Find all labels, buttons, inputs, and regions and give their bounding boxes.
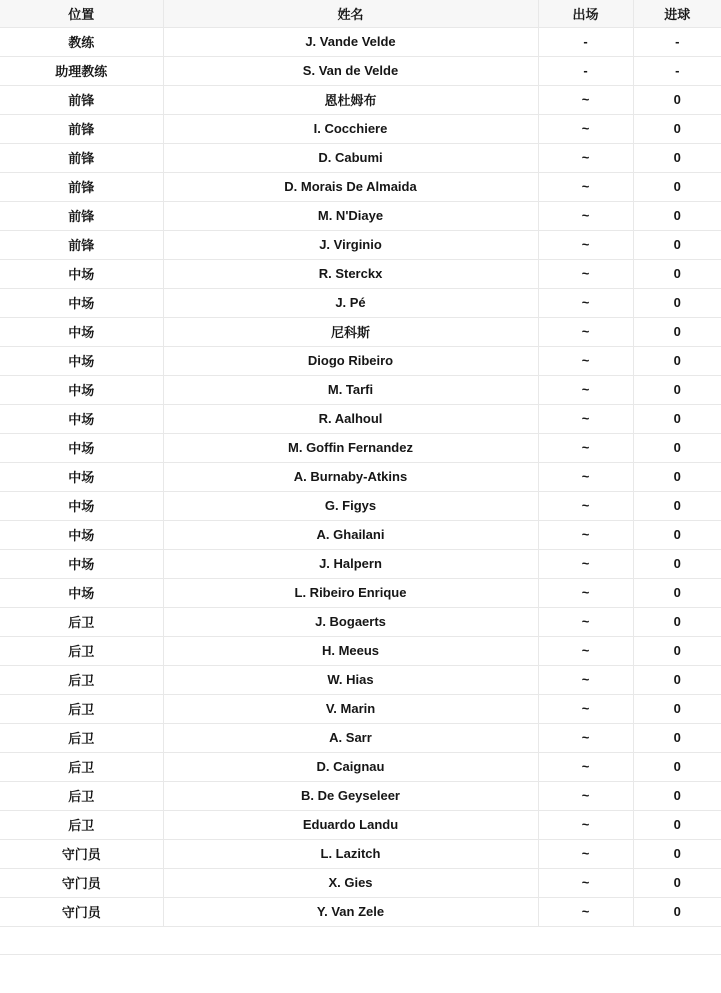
cell-goals: 0 [633,317,721,346]
cell-goals: 0 [633,230,721,259]
cell-position: 前锋 [0,143,163,172]
cell-position: 中场 [0,549,163,578]
cell-name: 恩杜姆布 [163,85,538,114]
table-row [0,723,721,752]
table-row [0,868,721,897]
cell-name: J. Pé [163,288,538,317]
cell-appearances: ~ [538,143,633,172]
cell-name: M. Tarfi [163,375,538,404]
cell-appearances: ~ [538,172,633,201]
cell-name: Y. Van Zele [163,897,538,926]
column-header-position: 位置 [0,0,163,27]
table-row [0,491,721,520]
table-row [0,578,721,607]
cell-position: 后卫 [0,694,163,723]
cell-name: D. Morais De Almaida [163,172,538,201]
cell-position: 前锋 [0,114,163,143]
cell-goals: - [633,56,721,85]
cell-appearances: ~ [538,549,633,578]
table-row [0,346,721,375]
cell-goals: 0 [633,868,721,897]
cell-name: R. Aalhoul [163,404,538,433]
cell-appearances: ~ [538,375,633,404]
cell-name: G. Figys [163,491,538,520]
cell-goals: 0 [633,694,721,723]
cell-name: J. Virginio [163,230,538,259]
cell-appearances: ~ [538,259,633,288]
cell-goals: 0 [633,346,721,375]
table-row [0,404,721,433]
cell-position: 守门员 [0,897,163,926]
cell-appearances: ~ [538,404,633,433]
cell-appearances: ~ [538,201,633,230]
cell-goals: 0 [633,723,721,752]
cell-goals: 0 [633,578,721,607]
cell-goals: 0 [633,549,721,578]
cell-position: 中场 [0,491,163,520]
cell-appearances: ~ [538,781,633,810]
cell-name: W. Hias [163,665,538,694]
cell-name: 尼科斯 [163,317,538,346]
table-row [0,810,721,839]
cell-position: 守门员 [0,868,163,897]
cell-name: R. Sterckx [163,259,538,288]
cell-appearances: ~ [538,85,633,114]
cell-appearances: - [538,27,633,56]
cell-appearances: ~ [538,491,633,520]
cell-goals: 0 [633,810,721,839]
table-footer-spacer [0,927,721,955]
column-header-goals: 进球 [633,0,721,27]
cell-name: A. Ghailani [163,520,538,549]
table-row [0,143,721,172]
cell-position: 中场 [0,346,163,375]
cell-position: 前锋 [0,201,163,230]
cell-position: 助理教练 [0,56,163,85]
cell-goals: 0 [633,665,721,694]
table-row [0,462,721,491]
squad-table-body [0,27,721,926]
cell-appearances: ~ [538,694,633,723]
cell-position: 后卫 [0,810,163,839]
table-row [0,897,721,926]
cell-appearances: ~ [538,520,633,549]
cell-name: J. Halpern [163,549,538,578]
cell-position: 中场 [0,578,163,607]
cell-appearances: ~ [538,114,633,143]
cell-name: L. Lazitch [163,839,538,868]
cell-position: 中场 [0,317,163,346]
table-row [0,433,721,462]
cell-name: S. Van de Velde [163,56,538,85]
cell-name: D. Cabumi [163,143,538,172]
cell-name: M. Goffin Fernandez [163,433,538,462]
cell-appearances: ~ [538,810,633,839]
cell-goals: 0 [633,433,721,462]
cell-appearances: ~ [538,607,633,636]
cell-name: I. Cocchiere [163,114,538,143]
cell-name: L. Ribeiro Enrique [163,578,538,607]
cell-position: 中场 [0,288,163,317]
cell-goals: 0 [633,172,721,201]
table-row [0,172,721,201]
column-header-appearances: 出场 [538,0,633,27]
table-row [0,85,721,114]
cell-name: D. Caignau [163,752,538,781]
cell-goals: 0 [633,897,721,926]
cell-position: 后卫 [0,752,163,781]
table-row [0,259,721,288]
cell-appearances: ~ [538,317,633,346]
table-header-row [0,0,721,27]
table-row [0,752,721,781]
cell-appearances: - [538,56,633,85]
cell-position: 前锋 [0,230,163,259]
cell-goals: 0 [633,491,721,520]
cell-position: 中场 [0,259,163,288]
cell-name: A. Sarr [163,723,538,752]
table-row [0,317,721,346]
cell-appearances: ~ [538,346,633,375]
cell-position: 中场 [0,433,163,462]
cell-appearances: ~ [538,288,633,317]
cell-appearances: ~ [538,839,633,868]
cell-goals: 0 [633,520,721,549]
cell-name: A. Burnaby-Atkins [163,462,538,491]
cell-name: J. Bogaerts [163,607,538,636]
cell-goals: 0 [633,636,721,665]
cell-goals: 0 [633,114,721,143]
cell-appearances: ~ [538,897,633,926]
table-row [0,201,721,230]
cell-name: H. Meeus [163,636,538,665]
cell-goals: 0 [633,85,721,114]
cell-goals: 0 [633,375,721,404]
table-row [0,27,721,56]
table-row [0,375,721,404]
cell-appearances: ~ [538,230,633,259]
table-row [0,520,721,549]
cell-goals: 0 [633,143,721,172]
table-row [0,694,721,723]
cell-position: 后卫 [0,636,163,665]
cell-name: Eduardo Landu [163,810,538,839]
cell-name: V. Marin [163,694,538,723]
cell-position: 前锋 [0,172,163,201]
table-row [0,665,721,694]
cell-name: Diogo Ribeiro [163,346,538,375]
cell-position: 后卫 [0,607,163,636]
cell-position: 守门员 [0,839,163,868]
cell-appearances: ~ [538,636,633,665]
table-row [0,56,721,85]
table-row [0,781,721,810]
cell-goals: 0 [633,839,721,868]
cell-position: 后卫 [0,723,163,752]
cell-position: 前锋 [0,85,163,114]
cell-name: B. De Geyseleer [163,781,538,810]
cell-position: 后卫 [0,665,163,694]
cell-appearances: ~ [538,433,633,462]
cell-position: 中场 [0,462,163,491]
cell-name: J. Vande Velde [163,27,538,56]
cell-goals: 0 [633,404,721,433]
table-row [0,839,721,868]
cell-appearances: ~ [538,723,633,752]
cell-goals: 0 [633,288,721,317]
table-row [0,288,721,317]
cell-name: M. N'Diaye [163,201,538,230]
cell-appearances: ~ [538,868,633,897]
cell-goals: 0 [633,607,721,636]
cell-goals: - [633,27,721,56]
cell-position: 中场 [0,375,163,404]
cell-appearances: ~ [538,752,633,781]
cell-position: 中场 [0,404,163,433]
cell-goals: 0 [633,462,721,491]
column-header-name: 姓名 [163,0,538,27]
cell-name: X. Gies [163,868,538,897]
table-row [0,636,721,665]
cell-position: 后卫 [0,781,163,810]
cell-goals: 0 [633,781,721,810]
cell-position: 中场 [0,520,163,549]
table-row [0,607,721,636]
cell-goals: 0 [633,201,721,230]
cell-appearances: ~ [538,665,633,694]
cell-appearances: ~ [538,462,633,491]
cell-position: 教练 [0,27,163,56]
table-row [0,114,721,143]
cell-appearances: ~ [538,578,633,607]
table-row [0,230,721,259]
cell-goals: 0 [633,259,721,288]
cell-goals: 0 [633,752,721,781]
table-row [0,549,721,578]
